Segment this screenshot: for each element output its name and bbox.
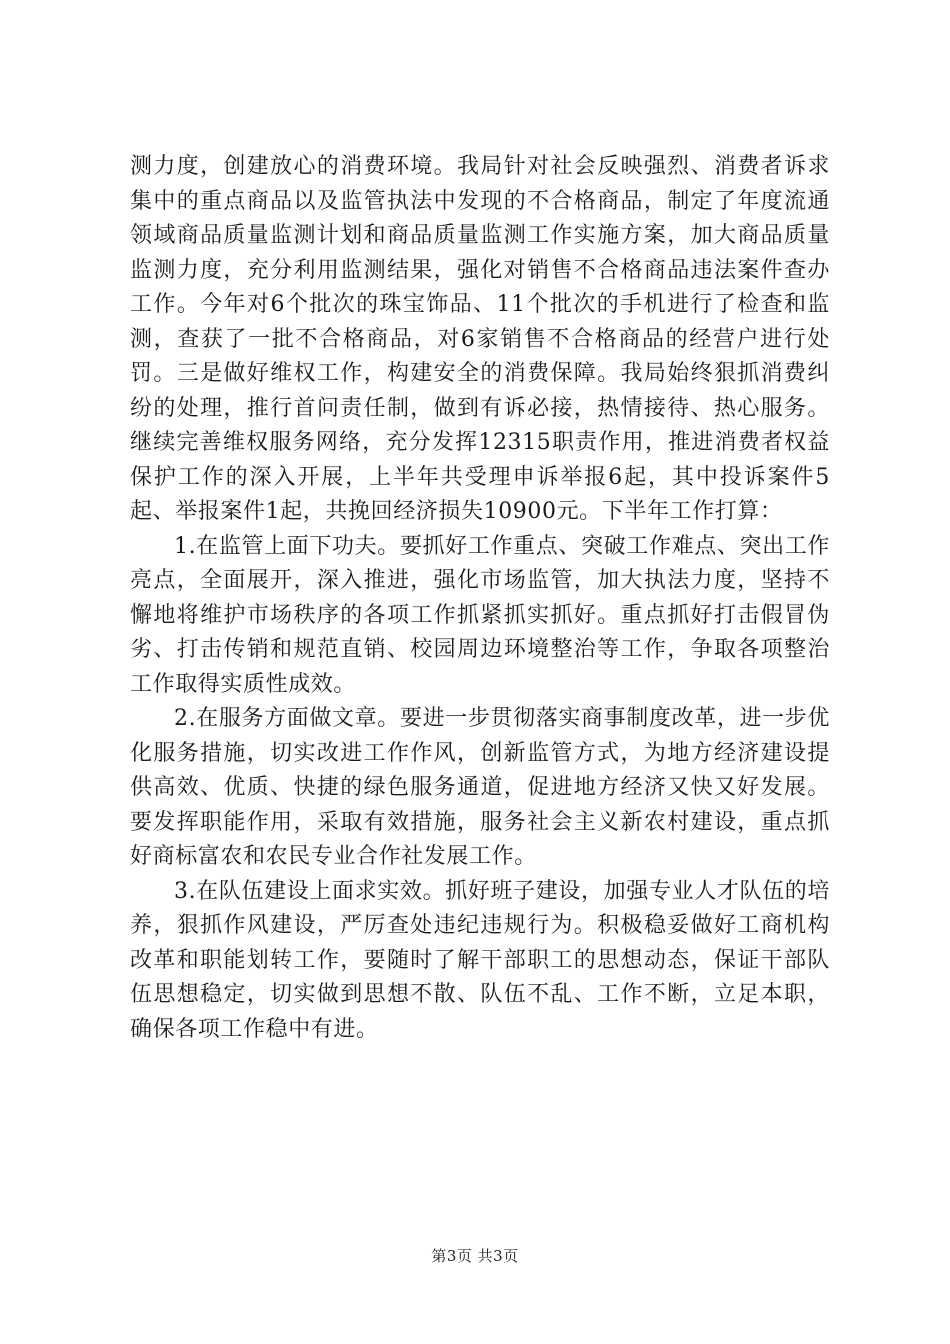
paragraph-item-1: 1.在监管上面下功夫。要抓好工作重点、突破工作难点、突出工作亮点，全面展开，深入推进，强化市场监管，加大执法力度，坚持不懈地将维护市场秩序的各项工作抓紧抓实抓好。重点抓好打击假冒伪劣、打击传销和规范直销、校园周边环境整治等工作，争取各项整治工作取得实质性成效。 [130, 533, 830, 697]
page-number-footer: 第3页 共3页 [431, 1247, 519, 1265]
paragraph-intro: 测力度，创建放心的消费环境。我局针对社会反映强烈、消费者诉求集中的重点商品以及监管执法中发现的不合格商品，制定了年度流通领域商品质量监测计划和商品质量监测工作实施方案，加大商品质量监测力度，充分利用监测结果，强化对销售不合格商品违法案件查办工作。今年对6个批次的珠宝饰品、11个批次的手机进行了检查和监测，查获了一批不合格商品，对6家销售不合格商品的经营户进行处罚。三是做好维权工作，构建安全的消费保障。我局始终狠抓消费纠纷的处理，推行首问责任制，做到有诉必接，热情接待、热心服务。继续完善维权服务网络，充分发挥12315职责作用，推进消费者权益保护工作的深入开展，上半年共受理申诉举报6起，其中投诉案件5起、举报案件1起，共挽回经济损失10900元。下半年工作打算： [130, 154, 830, 524]
paragraph-item-3: 3.在队伍建设上面求实效。抓好班子建设，加强专业人才队伍的培养，狠抓作风建设，严厉查处违纪违规行为。积极稳妥做好工商机构改革和职能划转工作，要随时了解干部职工的思想动态，保证干部队伍思想稳定，切实做到思想不散、队伍不乱、工作不断，立足本职，确保各项工作稳中有进。 [130, 878, 830, 1042]
document-body [130, 150, 830, 1047]
paragraph-item-2: 2.在服务方面做文章。要进一步贯彻落实商事制度改革，进一步优化服务措施，切实改进工作作风，创新监管方式，为地方经济建设提供高效、优质、快捷的绿色服务通道，促进地方经济又快又好发展。要发挥职能作用，采取有效措施，服务社会主义新农村建设，重点抓好商标富农和农民专业合作社发展工作。 [130, 706, 830, 869]
